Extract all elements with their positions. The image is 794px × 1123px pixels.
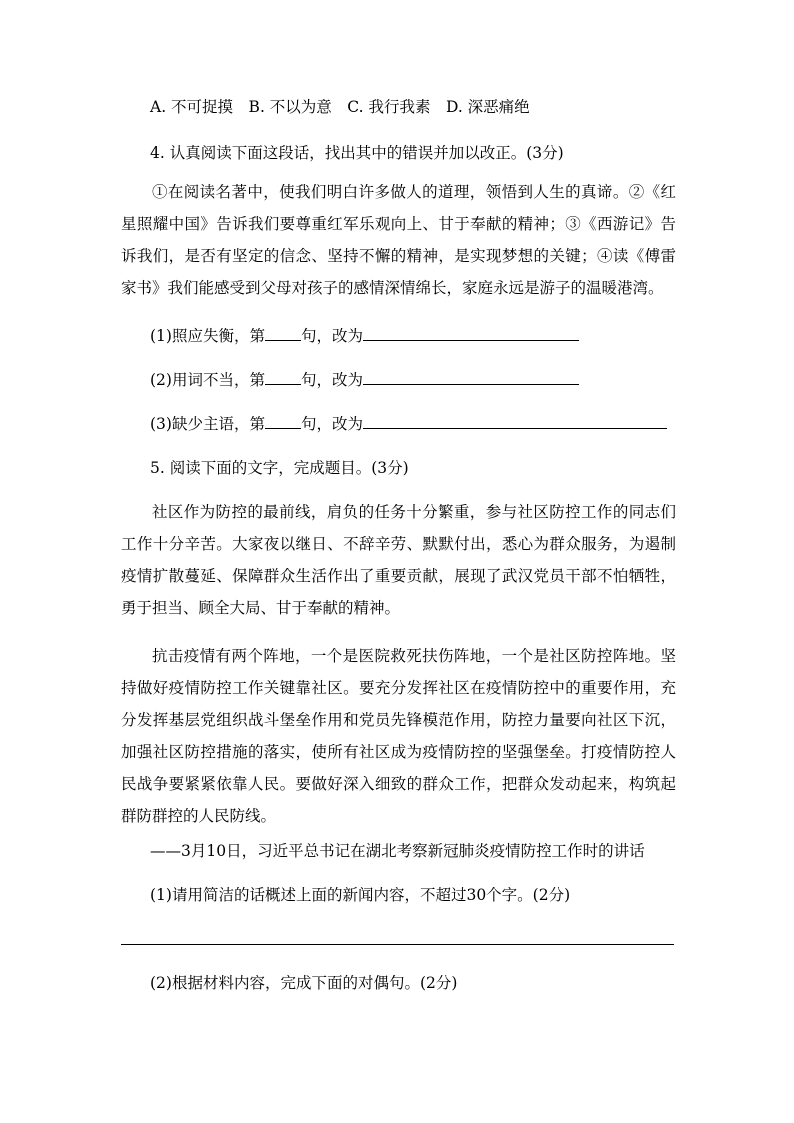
sentence-number-blank[interactable] [265, 324, 301, 341]
q4-item-1 [150, 324, 579, 347]
q3-options: A. 不可捉摸 B. 不以为意 C. 我行我素 D. 深恶痛绝 [150, 98, 530, 116]
q4-passage-text: ①在阅读名著中，使我们明白许多做人的道理，领悟到人生的真谛。②《红星照耀中国》告诉我们要尊重红军乐观向上、甘于奉献的精神；③《西游记》告诉我们，是否有坚定的信念、坚持不懈的精神，是实现梦想的关键；④读《傅雷家书》我们能感受到父母对孩子的感情深情绵长，家庭永远是游子的温暖港湾。 [121, 183, 676, 297]
q4-item-2-label: (2)用词不当，第 [150, 371, 265, 389]
q4-item-2-suffix: 句，改为 [300, 371, 363, 389]
answer-line[interactable] [121, 944, 674, 945]
correction-blank[interactable] [363, 412, 667, 429]
sentence-number-blank[interactable] [265, 412, 301, 429]
sentence-number-blank[interactable] [265, 368, 301, 385]
q5-sub-question-2: (2)根据材料内容，完成下面的对偶句。(2分) [150, 974, 458, 992]
q5-paragraph-2: 抗击疫情有两个阵地，一个是医院救死扶伤阵地，一个是社区防控阵地。坚持做好疫情防控工作关键靠社区。要充分发挥社区在疫情防控中的重要作用，充分发挥基层党组织战斗堡垒作用和党员先锋模范作用，防控力量要向社区下沉，加强社区防控措施的落实，使所有社区成为疫情防控的坚强堡垒。打疫情防控人民战争要紧紧依靠人民。要做好深入细致的群众工作，把群众发动起来，构筑起群防群控的人民防线。 [121, 647, 676, 825]
q5-prompt: 5. 阅读下面的文字，完成题目。(3分) [150, 459, 409, 477]
q4-item-2 [150, 368, 579, 391]
q4-item-3-suffix: 句，改为 [300, 415, 363, 433]
q4-prompt: 4. 认真阅读下面这段话，找出其中的错误并加以改正。(3分) [150, 144, 564, 162]
q5-material [121, 496, 676, 832]
q5-paragraph-1: 社区作为防控的最前线，肩负的任务十分繁重，参与社区防控工作的同志们工作十分辛苦。大家夜以继日、不辞辛劳、默默付出，悉心为群众服务，为遏制疫情扩散蔓延、保障群众生活作出了重要贡献，展现了武汉党员干部不怕牺牲，勇于担当、顾全大局、甘于奉献的精神。 [121, 503, 676, 617]
q5-sub-question-1: (1)请用简洁的话概述上面的新闻内容，不超过30个字。(2分) [150, 886, 571, 904]
correction-blank[interactable] [363, 324, 579, 341]
q4-passage [121, 176, 676, 304]
q4-item-3 [150, 412, 667, 435]
q4-item-1-suffix: 句，改为 [300, 327, 363, 345]
q4-item-1-label: (1)照应失衡，第 [150, 327, 265, 345]
q5-source: ——3月10日，习近平总书记在湖北考察新冠肺炎疫情防控工作时的讲话 [150, 842, 645, 860]
correction-blank[interactable] [363, 368, 579, 385]
q4-item-3-label: (3)缺少主语，第 [150, 415, 265, 433]
